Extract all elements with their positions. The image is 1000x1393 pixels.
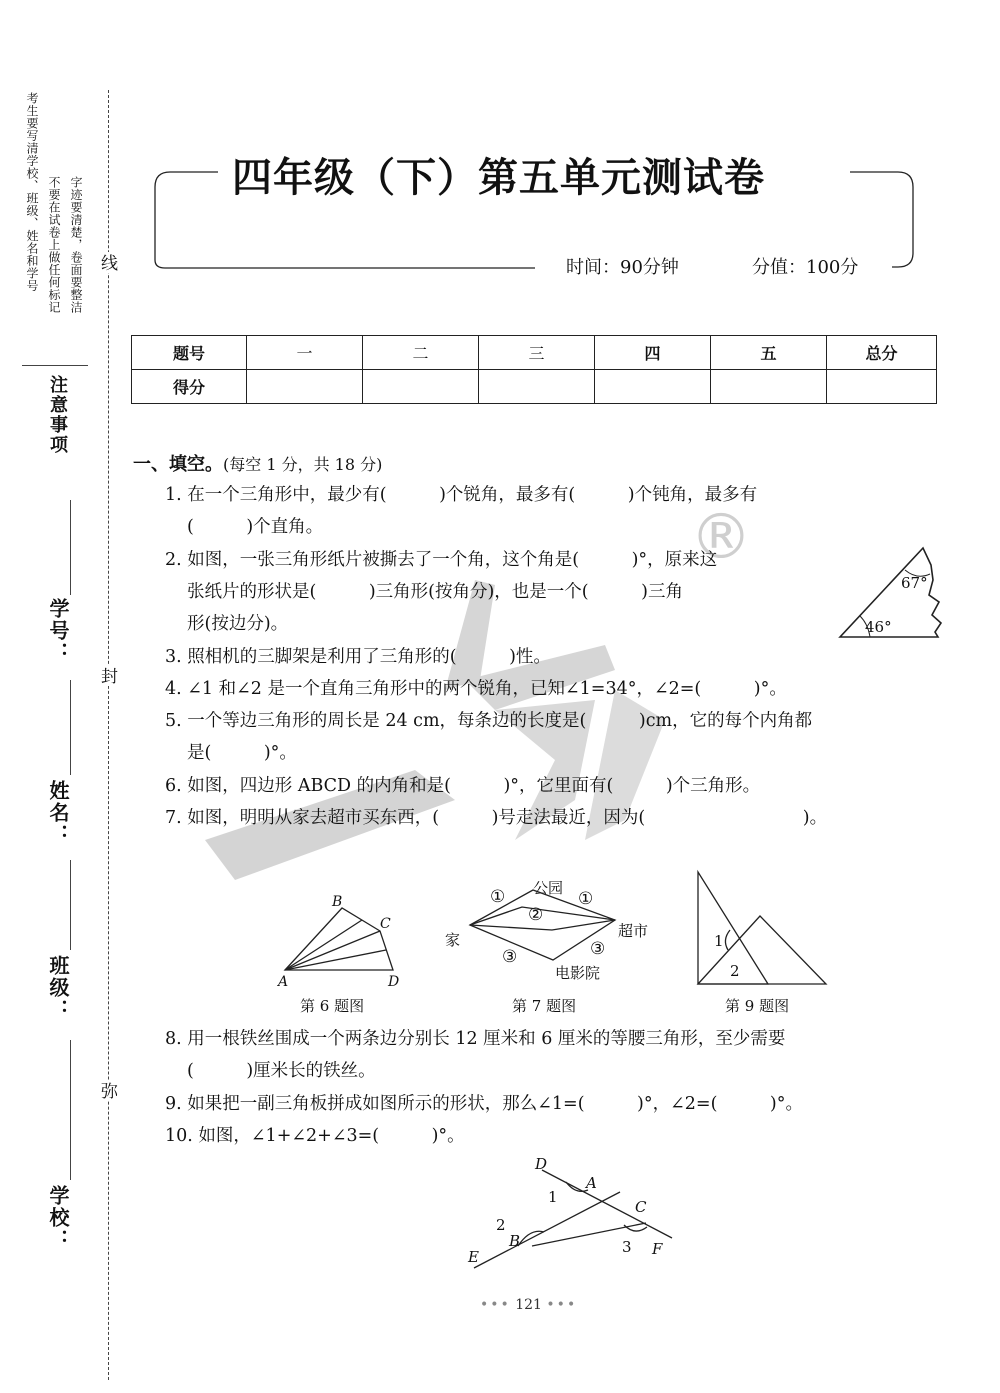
question-9: 9. 如果把一副三角板拼成如图所示的形状，那么∠1=( )°，∠2=( )°。	[165, 1094, 803, 1114]
page-number	[480, 1297, 577, 1313]
figure-6-caption: 第 6 题图	[300, 997, 365, 1015]
binding-char-feng: 封	[95, 665, 120, 686]
question-2-line-3: 形(按边分)。	[187, 614, 289, 634]
side-notes-title: 注意事项	[47, 375, 68, 455]
binding-char-xian: 线	[95, 252, 120, 273]
score-table-cell: 总分	[827, 336, 937, 370]
figure-6-label-a: A	[278, 974, 289, 988]
score-table-cell: 二	[363, 336, 479, 370]
score-table	[131, 335, 937, 404]
page-dots-left: •••	[480, 1297, 511, 1313]
question-6: 6. 如图，四边形 ABCD 的内角和是( )°，它里面有( )个三角形。	[165, 776, 761, 796]
side-notes-divider	[22, 365, 88, 366]
class-field[interactable]: 班级：	[46, 955, 70, 1021]
side-strip	[0, 0, 125, 1393]
question-10: 10. 如图，∠1+∠2+∠3=( )°。	[165, 1126, 465, 1146]
side-note-1: 考生要写清学校、班级、姓名和学号	[25, 92, 39, 292]
figure-6	[270, 888, 420, 988]
student-id-field[interactable]: 学号：	[46, 598, 70, 664]
figure-7	[440, 870, 670, 990]
figure-10-label-b: B	[509, 1232, 521, 1250]
figure-7-market-label: 超市	[618, 922, 649, 940]
page-dots-right: •••	[546, 1297, 578, 1313]
figure-10-angle-2: 2	[496, 1216, 506, 1234]
section-1-heading: 一、填空。	[133, 454, 223, 475]
question-1-line-1: 1. 在一个三角形中，最少有( )个锐角，最多有( )个钝角，最多有	[165, 485, 758, 505]
figure-10-angle-3: 3	[622, 1238, 632, 1256]
figure-7-route-1-left: ①	[490, 887, 506, 907]
score-table-cell: 题号	[132, 336, 247, 370]
score-table-cell: 四	[595, 336, 711, 370]
figure-7-route-3-left: ③	[502, 947, 518, 967]
name-field[interactable]: 姓名：	[46, 780, 70, 846]
score-input-cell[interactable]	[711, 370, 827, 404]
figure-6-label-b: B	[332, 894, 343, 910]
class-line	[70, 860, 71, 950]
angle-67-label: 67°	[901, 574, 928, 592]
figure-6-label-c: C	[380, 916, 391, 932]
figure-9	[690, 868, 835, 988]
figure-7-cinema-label: 电影院	[555, 964, 601, 982]
school-line	[70, 1040, 71, 1180]
question-4: 4. ∠1 和∠2 是一个直角三角形中的两个锐角，已知∠1=34°，∠2=( )°。	[165, 679, 787, 699]
name-line	[70, 680, 71, 775]
question-7: 7. 如图，明明从家去超市买东西，( )号走法最近，因为( )。	[165, 808, 828, 828]
question-1-line-2: ( )个直角。	[187, 517, 324, 537]
figure-7-route-3-right: ③	[590, 939, 606, 959]
exam-score: 分值：100分	[752, 257, 859, 278]
student-id-line	[70, 500, 71, 595]
figure-7-route-1-right: ①	[578, 889, 594, 909]
figure-9-angle-2: 2	[730, 962, 740, 980]
side-note-2: 不要在试卷上做任何标记	[47, 176, 61, 314]
question-8-line-2: ( )厘米长的铁丝。	[187, 1061, 376, 1081]
score-input-cell[interactable]	[247, 370, 363, 404]
figure-10-label-d: D	[535, 1155, 548, 1173]
question-8-line-1: 8. 用一根铁丝围成一个两条边分别长 12 厘米和 6 厘米的等腰三角形，至少需要	[165, 1029, 786, 1049]
figure-10-label-e: E	[468, 1248, 479, 1266]
score-input-cell[interactable]	[479, 370, 595, 404]
figure-7-caption: 第 7 题图	[512, 997, 577, 1015]
figure-10-label-c: C	[635, 1198, 647, 1216]
question-5-line-1: 5. 一个等边三角形的周长是 24 cm，每条边的长度是( )cm，它的每个内角都	[165, 711, 813, 731]
figure-9-angle-1: 1	[714, 932, 724, 950]
figure-9-caption: 第 9 题图	[725, 997, 790, 1015]
angle-46-label: 46°	[865, 618, 892, 636]
exam-time: 时间：90分钟	[566, 257, 679, 278]
question-2-line-2: 张纸片的形状是( )三角形(按角分)，也是一个( )三角	[187, 582, 683, 602]
figure-10-label-a: A	[586, 1174, 597, 1192]
school-field[interactable]: 学校：	[46, 1185, 70, 1251]
section-1-note: (每空 1 分，共 18 分)	[223, 455, 383, 474]
section-1-header	[133, 450, 382, 480]
side-note-3: 字迹要清楚，卷面要整洁	[69, 176, 83, 314]
score-table-cell: 五	[711, 336, 827, 370]
figure-7-park-label: 公园	[533, 879, 564, 897]
figure-6-label-d: D	[388, 974, 400, 988]
figure-10	[460, 1150, 690, 1275]
registered-mark: ®	[690, 500, 752, 573]
score-table-cell: 三	[479, 336, 595, 370]
question-2-figure	[835, 540, 950, 645]
score-input-cell[interactable]	[595, 370, 711, 404]
question-3: 3. 照相机的三脚架是利用了三角形的( )性。	[165, 647, 551, 667]
figure-7-home-label: 家	[445, 931, 461, 949]
page-title: 四年级（下）第五单元测试卷	[218, 146, 779, 203]
score-table-cell: 一	[247, 336, 363, 370]
page-number-text: 121	[515, 1297, 542, 1313]
question-2-line-1: 2. 如图，一张三角形纸片被撕去了一个角，这个角是( )°，原来这	[165, 550, 718, 570]
score-input-cell[interactable]	[363, 370, 479, 404]
score-table-cell: 得分	[132, 370, 247, 404]
binding-char-mi: 弥	[95, 1080, 120, 1101]
binding-dashed-line	[108, 90, 109, 1380]
question-5-line-2: 是( )°。	[187, 743, 297, 763]
figure-7-route-2: ②	[528, 905, 544, 925]
figure-10-angle-1: 1	[548, 1188, 558, 1206]
score-input-cell[interactable]	[827, 370, 937, 404]
score-table-header-row	[132, 336, 937, 370]
figure-10-label-f: F	[652, 1240, 663, 1258]
score-table-score-row	[132, 370, 937, 404]
